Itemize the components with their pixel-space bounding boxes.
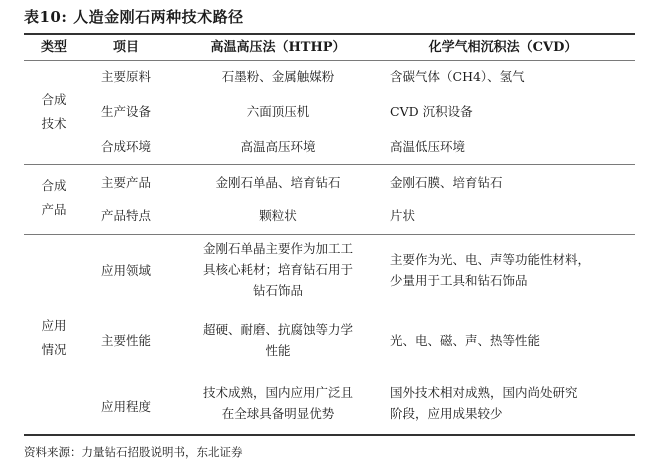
header-cvd: 化学气相沉积法（CVD） — [428, 40, 578, 55]
top-rule — [24, 33, 635, 35]
category-synthesis-product: 合成 产品 — [41, 178, 67, 217]
cvd-main-materials: 含碳气体（CH4）、氢气 — [390, 69, 525, 84]
item-application-fields: 应用领域 — [100, 263, 151, 278]
category-synthesis-tech: 合成 技术 — [41, 92, 67, 131]
group-rule-1 — [24, 164, 635, 165]
item-product-features: 产品特点 — [100, 208, 151, 223]
item-synthesis-environment: 合成环境 — [100, 139, 151, 154]
cvd-synthesis-environment: 高温低压环境 — [390, 139, 466, 154]
source-note: 资料来源：力量钻石招股说明书，东北证券 — [24, 445, 243, 459]
header-hthp: 高温高压法（HTHP） — [210, 40, 346, 55]
item-main-materials: 主要原料 — [100, 69, 151, 84]
table-title: 表10: 人造金刚石两种技术路径 — [24, 8, 244, 26]
item-main-performance: 主要性能 — [100, 333, 151, 348]
header-type: 类型 — [40, 40, 67, 55]
cvd-product-features: 片状 — [390, 208, 416, 223]
hthp-equipment: 六面顶压机 — [246, 104, 310, 119]
group-rule-2 — [24, 234, 635, 235]
hthp-main-materials: 石墨粉、金属触媒粉 — [221, 69, 335, 84]
item-main-products: 主要产品 — [100, 175, 151, 190]
hthp-main-performance: 超硬、耐磨、抗腐蚀等力学 性能 — [202, 322, 353, 358]
hthp-application-fields: 金刚石单晶主要作为加工工 具核心耗材；培育钻石用于 钻石饰品 — [202, 241, 353, 298]
hthp-synthesis-environment: 高温高压环境 — [240, 139, 316, 154]
item-application-degree: 应用程度 — [100, 399, 151, 414]
cvd-main-products: 金刚石膜、培育钻石 — [390, 175, 503, 190]
item-equipment: 生产设备 — [100, 104, 151, 119]
cvd-main-performance: 光、电、磁、声、热等性能 — [390, 333, 541, 348]
header-rule — [24, 60, 635, 61]
category-application: 应用 情况 — [41, 318, 67, 357]
bottom-rule — [24, 434, 635, 436]
hthp-main-products: 金刚石单晶、培育钻石 — [215, 175, 341, 190]
cvd-equipment: CVD 沉积设备 — [390, 104, 473, 119]
hthp-product-features: 颗粒状 — [259, 208, 297, 223]
cvd-application-fields: 主要作为光、电、声等功能性材料， 少量用于工具和钻石饰品 — [390, 252, 591, 288]
header-item: 项目 — [112, 40, 139, 55]
cvd-application-degree: 国外技术相对成熟，国内尚处研究 阶段，应用成果较少 — [390, 385, 578, 421]
hthp-application-degree: 技术成熟，国内应用广泛且 在全球具备明显优势 — [202, 385, 353, 421]
